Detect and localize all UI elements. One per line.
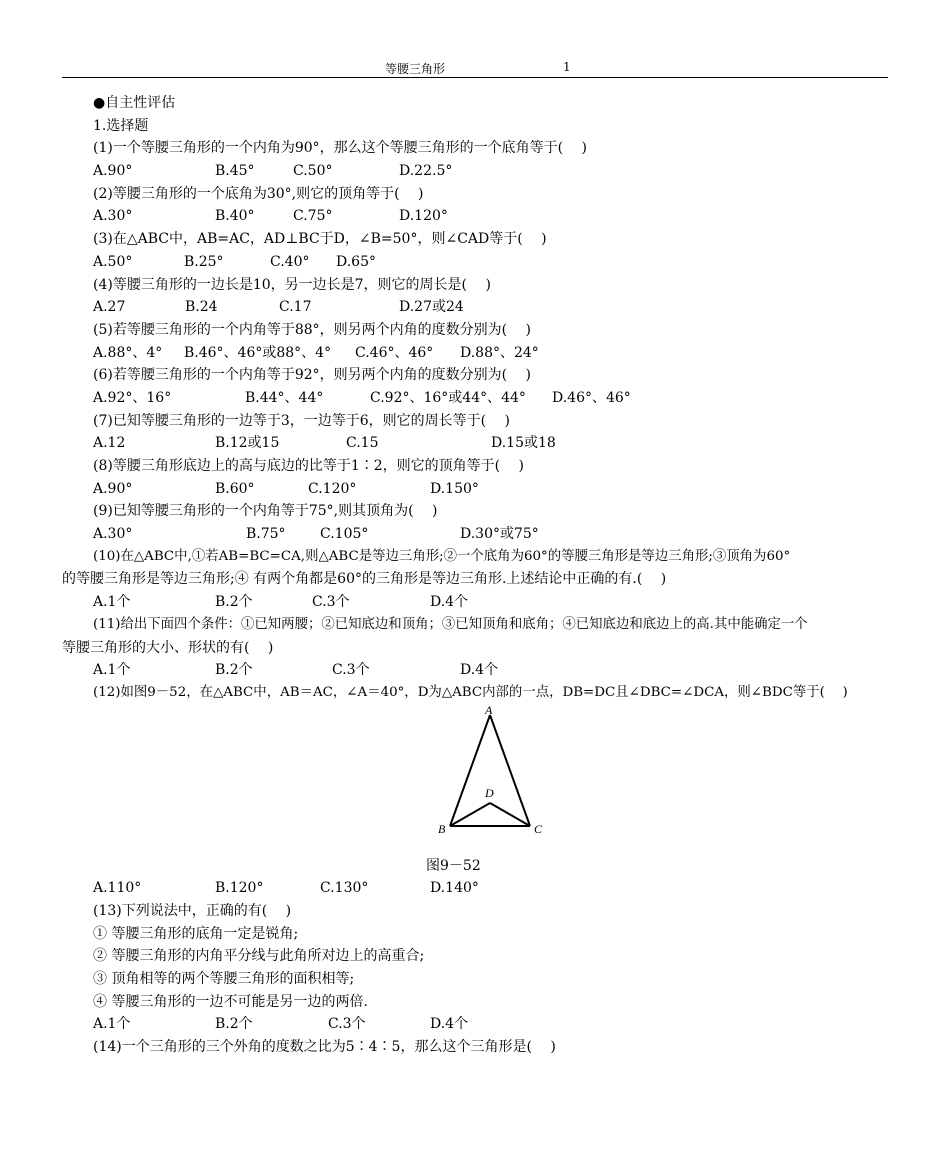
question-11-stem-line2: 等腰三角形的大小、形状的有( ) [62, 639, 274, 656]
header-title: 等腰三角形 [385, 62, 446, 76]
question-1-stem: (1)一个等腰三角形的一个内角为90°，那么这个等腰三角形的一个底角等于( ) [93, 140, 588, 157]
option-c: C.75° [293, 208, 333, 225]
option-d: D.140° [430, 880, 479, 897]
option-c: C.15 [346, 435, 379, 452]
option-b: B.46°、46°或88°、4° [184, 344, 332, 361]
question-9-stem: (9)已知等腰三角形的一个内角等于75°,则其顶角为( ) [93, 503, 438, 520]
option-d: D.4个 [430, 594, 469, 611]
question-7-stem: (7)已知等腰三角形的一边等于3，一边等于6，则它的周长等于( ) [93, 412, 511, 429]
statement-1: ① 等腰三角形的底角一定是锐角; [93, 925, 299, 942]
option-c: C.17 [279, 299, 312, 316]
vertex-label-a: A [485, 704, 493, 717]
option-c: C.50° [293, 163, 333, 180]
option-c: C.3个 [328, 1016, 366, 1033]
question-6-options [93, 387, 893, 410]
option-b: B.60° [215, 480, 255, 497]
option-d: D.120° [399, 208, 448, 225]
question-13-stem: (13)下列说法中，正确的有( ) [93, 902, 292, 919]
option-a: A.88°、4° [93, 344, 163, 361]
option-a: A.1个 [93, 662, 131, 679]
option-c: C.3个 [312, 594, 350, 611]
question-9-options [93, 523, 893, 546]
question-3-stem: (3)在△ABC中，AB=AC，AD⊥BC于D，∠B=50°，则∠CAD等于( ) [93, 231, 547, 248]
option-a: A.50° [93, 253, 133, 270]
option-c: C.130° [320, 880, 369, 897]
option-d: D.150° [430, 480, 479, 497]
option-b: B.2个 [215, 1016, 253, 1033]
question-12-options [93, 877, 893, 900]
option-d: D.88°、24° [460, 344, 539, 361]
option-a: A.1个 [93, 1016, 131, 1033]
question-2-stem: (2)等腰三角形的一个底角为30°,则它的顶角等于( ) [93, 185, 424, 202]
question-14-stem: (14)一个三角形的三个外角的度数之比为5∶4∶5，那么这个三角形是( ) [93, 1039, 556, 1056]
option-a: A.110° [93, 880, 142, 897]
option-d: D.4个 [460, 662, 499, 679]
option-c: C.105° [320, 526, 369, 543]
option-b: B.24 [185, 299, 218, 316]
option-b: B.75° [246, 526, 286, 543]
option-c: C.92°、16°或44°、44° [370, 389, 526, 406]
section-heading: ●自主性评估 [93, 95, 176, 111]
figure-9-52 [93, 705, 893, 855]
option-a: A.12 [93, 435, 126, 452]
option-b: B.25° [184, 253, 224, 270]
option-a: A.30° [93, 208, 133, 225]
option-b: B.44°、44° [245, 389, 324, 406]
point-label-d: D [485, 785, 494, 800]
figure-caption: 图9－52 [426, 857, 481, 874]
option-d: D.46°、46° [552, 389, 631, 406]
question-5-options [93, 342, 893, 365]
option-c: C.46°、46° [355, 344, 434, 361]
question-13-options [93, 1013, 893, 1036]
side-ab [450, 715, 490, 826]
subsection-heading: 1.选择题 [93, 117, 149, 134]
document-body [62, 92, 893, 1059]
option-a: A.27 [93, 299, 126, 316]
option-a: A.90° [93, 163, 133, 180]
question-8-options [93, 478, 893, 501]
vertex-label-b: B [438, 821, 446, 836]
question-7-options [93, 432, 893, 455]
option-a: A.90° [93, 480, 133, 497]
option-d: D.27或24 [399, 299, 464, 316]
question-5-stem: (5)若等腰三角形的一个内角等于88°，则另两个内角的度数分别为( ) [93, 321, 532, 338]
option-b: B.45° [215, 163, 255, 180]
question-10-stem-line1: (10)在△ABC中,①若AB=BC=CA,则△ABC是等边三角形;②一个底角为60°的等腰三角形是等边三角形;③顶角为60° [93, 548, 791, 564]
question-2-options [93, 205, 893, 228]
vertex-label-c: C [534, 821, 543, 836]
option-b: B.40° [215, 208, 255, 225]
question-11-stem-line1: (11)给出下面四个条件：①已知两腰；②已知底边和顶角；③已知顶角和底角；④已知底边和底边上的高.其中能确定一个 [93, 616, 808, 632]
question-4-stem: (4)等腰三角形的一边长是10，另一边长是7，则它的周长是( ) [93, 276, 491, 293]
option-b: B.2个 [215, 594, 253, 611]
question-1-options [93, 160, 893, 183]
question-6-stem: (6)若等腰三角形的一个内角等于92°，则另两个内角的度数分别为( ) [93, 367, 532, 384]
statement-3: ③ 顶角相等的两个等腰三角形的面积相等; [93, 971, 355, 987]
option-a: A.92°、16° [93, 389, 172, 406]
statement-4: ④ 等腰三角形的一边不可能是另一边的两倍. [93, 993, 368, 1010]
question-11-options [93, 659, 893, 682]
option-c: C.40° [270, 253, 310, 270]
option-a: A.30° [93, 526, 133, 543]
option-c: C.3个 [332, 662, 370, 679]
option-d: D.4个 [430, 1016, 469, 1033]
option-b: B.12或15 [215, 435, 280, 452]
question-12-stem: (12)如图9－52，在△ABC中，AB＝AC，∠A＝40°，D为△ABC内部的一点，DB=DC且∠DBC=∠DCA，则∠BDC等于( ) [93, 684, 848, 700]
option-b: B.120° [215, 880, 264, 897]
header-page-number: 1 [563, 60, 571, 74]
option-b: B.2个 [215, 662, 253, 679]
question-10-options [93, 591, 893, 614]
option-d: D.22.5° [399, 163, 453, 180]
option-d: D.65° [336, 253, 376, 270]
statement-2: ② 等腰三角形的内角平分线与此角所对边上的高重合; [93, 948, 425, 965]
option-d: D.15或18 [491, 435, 556, 452]
option-c: C.120° [308, 480, 357, 497]
side-ac [490, 715, 530, 826]
option-a: A.1个 [93, 594, 131, 611]
question-10-stem-line2: 的等腰三角形是等边三角形;④ 有两个角都是60°的三角形是等边三角形.上述结论中正确的有.( ) [62, 571, 667, 588]
question-8-stem: (8)等腰三角形底边上的高与底边的比等于1∶2，则它的顶角等于( ) [93, 458, 525, 474]
question-4-options [93, 296, 893, 319]
option-d: D.30°或75° [460, 526, 539, 543]
header-divider [62, 77, 888, 78]
question-3-options [93, 251, 893, 274]
isosceles-triangle-diagram [433, 705, 553, 850]
